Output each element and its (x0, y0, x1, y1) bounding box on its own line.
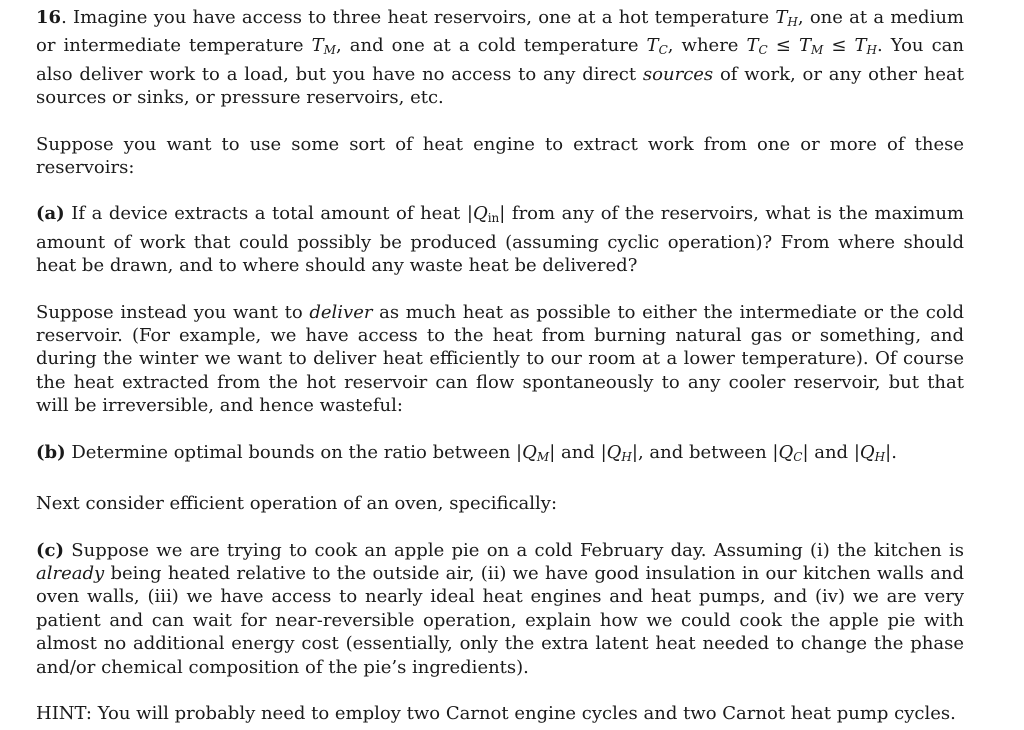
intro-text-1: . Imagine you have access to three heat reservoirs, one at a hot temperature (61, 7, 776, 28)
part-c-emph-already: already (36, 562, 105, 584)
subscript-h: H (621, 449, 632, 464)
instead-text (36, 301, 964, 418)
symbol-q: Q (472, 203, 488, 225)
symbol-t: T (646, 35, 659, 57)
part-c-label: (c) (36, 539, 64, 561)
part-c-text-2: being heated relative to the outside air, (ii) we have good insulation in our kitchen walls and oven walls, (iii) we have access to nearly ideal heat engines and heat pumps, and (iv) we are very patient and can wait for near-reversible operation, explain how we could cook the apple pie with almost no additional energy cost (essentially, only the extra latent heat needed to change the phase and/or chemical composition of the pie’s ingredients). (36, 562, 964, 678)
subscript-c: C (658, 43, 668, 58)
symbol-q: Q (778, 441, 794, 463)
part-b-label: (b) (36, 441, 66, 463)
subscript-h: H (866, 43, 877, 58)
part-b-text-2: and (555, 441, 601, 463)
instead-text-2: as much heat as possible to either the intermediate or the cold reservoir. (For example, we have access to the heat from burning natural gas or something, and during the winter we want to deliver heat efficiently to our room at a lower temperature). Of course the heat extracted from the hot reservoir can flow spontaneously to any cooler reservoir, but that will be irreversible, and hence wasteful: (36, 301, 965, 417)
abs-bar: | (802, 441, 809, 463)
part-c (36, 539, 964, 679)
symbol-t: T (746, 35, 759, 57)
instead-text-1: Suppose instead you want to (36, 301, 310, 323)
abs-bar: | (772, 441, 779, 463)
problem-number: 16 (36, 7, 62, 28)
subscript-c: C (793, 449, 803, 464)
subscript-in: in (487, 211, 500, 226)
part-a-text-2: from any of the reservoirs, what is the maximum amount of work that could possibly be produced (assuming cyclic operation)? From where should heat be drawn, and to where should any waste heat be delivered? (36, 203, 964, 277)
subscript-c: C (758, 43, 768, 58)
intro-text-5: . You can also deliver work to a load, but you have no access to any direct (36, 35, 964, 85)
subscript-m: M (810, 43, 824, 58)
intro-text-3: , and one at a cold temperature (335, 35, 647, 57)
part-b (36, 441, 964, 469)
part-b-text-5: . (891, 441, 897, 463)
part-b-text-1: Determine optimal bounds on the ratio between (65, 441, 517, 463)
abs-bar: | (885, 441, 892, 463)
subscript-m: M (536, 449, 550, 464)
part-b-text-3: , and between (637, 441, 773, 463)
subscript-h: H (787, 15, 798, 29)
part-a (36, 202, 964, 277)
abs-bar: | (549, 441, 556, 463)
abs-bar: | (499, 203, 506, 225)
abs-bar: | (853, 441, 860, 463)
intro-emph-sources: sources (642, 63, 714, 85)
problem-document (36, 6, 964, 725)
abs-bar: | (466, 203, 473, 225)
symbol-t: T (854, 35, 867, 57)
symbol-t: T (775, 7, 788, 28)
part-b-text-4: and (808, 441, 854, 463)
symbol-q: Q (522, 441, 537, 463)
setup-text: Suppose you want to use some sort of heat engine to extract work from one or more of these reservoirs: (36, 133, 964, 179)
symbol-t: T (311, 35, 324, 57)
symbol-q: Q (859, 441, 875, 463)
part-c-text-1: Suppose we are trying to cook an apple pie on a cold February day. Assuming (i) the kitchen is (64, 539, 964, 561)
le-sign: ≤ (823, 35, 855, 57)
abs-bar: | (600, 441, 607, 463)
symbol-q: Q (606, 441, 622, 463)
intro-text-4: , where (667, 35, 747, 57)
le-sign: ≤ (767, 35, 799, 57)
intro-text-2: , one at a medium or intermediate temperature (36, 7, 964, 57)
instead-emph-deliver: deliver (309, 301, 373, 323)
part-a-text-1: If a device extracts a total amount of heat (64, 203, 467, 225)
subscript-h: H (874, 449, 886, 464)
abs-bar: | (516, 441, 523, 463)
part-a-label: (a) (36, 203, 65, 225)
next-text: Next consider efficient operation of an oven, specifically: (36, 493, 558, 515)
intro-text-6: of work, or any other heat sources or sinks, or pressure reservoirs, etc. (36, 63, 964, 109)
problem-intro (36, 6, 964, 110)
abs-bar: | (631, 441, 638, 463)
symbol-t: T (798, 35, 811, 57)
hint-text: HINT: You will probably need to employ two Carnot engine cycles and two Carnot heat pump cycles. (36, 702, 956, 724)
subscript-m: M (323, 43, 336, 58)
